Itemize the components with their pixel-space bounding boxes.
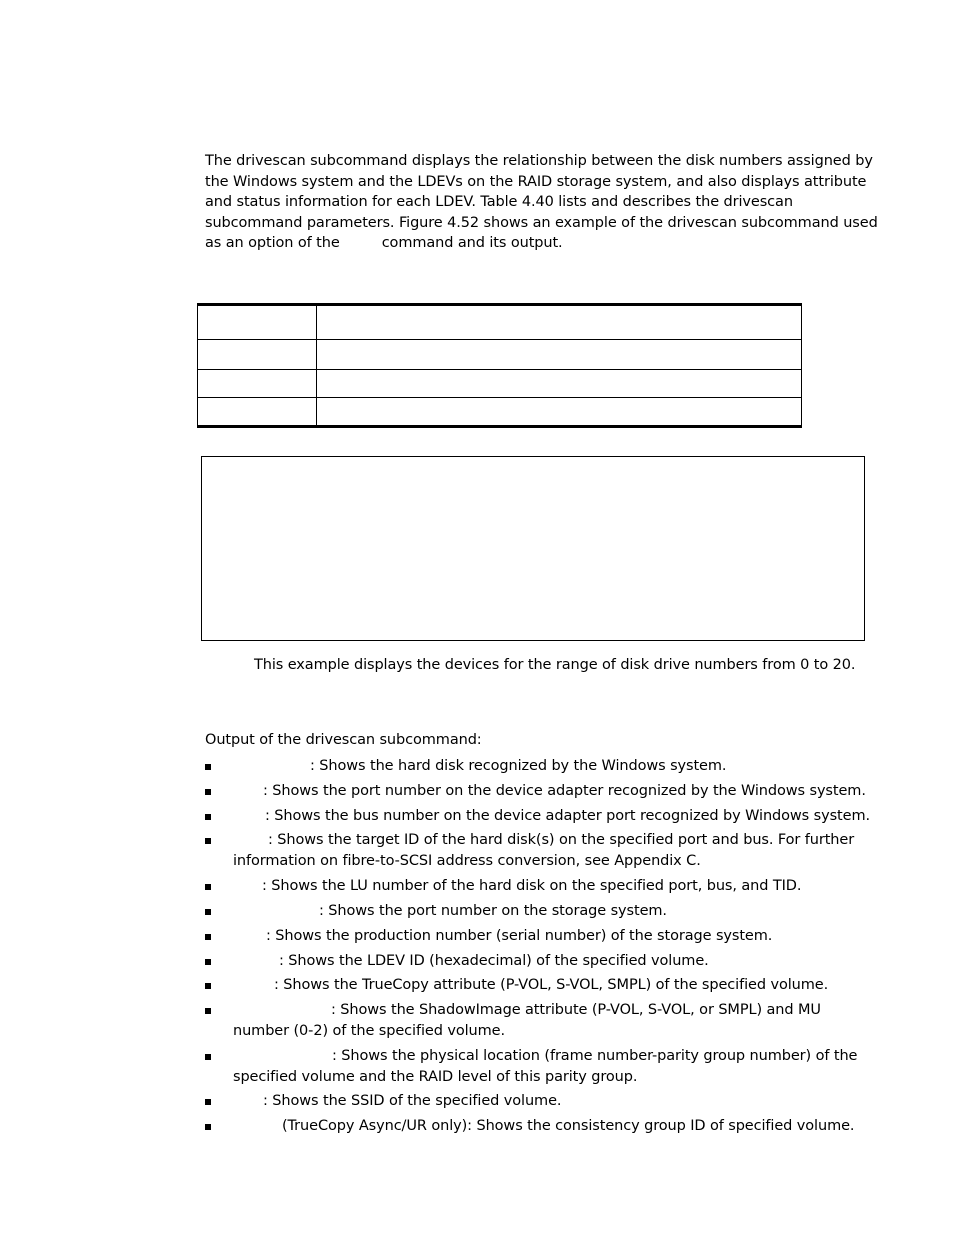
list-item bbox=[205, 1000, 821, 1041]
parameter-table-column-divider bbox=[316, 306, 317, 425]
figure-caption: This example displays the devices for the range of disk drive numbers from 0 to 20. bbox=[254, 657, 856, 673]
intro-line-5-start: as an option of the bbox=[205, 235, 340, 251]
bullet-square-icon bbox=[205, 884, 211, 890]
list-item-text: (TrueCopy Async/UR only): Shows the consistency group ID of specified volume. bbox=[282, 1118, 855, 1134]
list-item bbox=[205, 926, 773, 947]
bullet-square-icon bbox=[205, 983, 211, 989]
list-item bbox=[205, 1091, 562, 1112]
bullet-square-icon bbox=[205, 909, 211, 915]
bullet-square-icon bbox=[205, 838, 211, 844]
list-item-text: : Shows the LU number of the hard disk on the specified port, bus, and TID. bbox=[262, 878, 802, 894]
list-item-text: : Shows the ShadowImage attribute (P-VOL, S-VOL, or SMPL) and MU bbox=[331, 1002, 821, 1018]
list-item bbox=[205, 756, 727, 777]
list-item bbox=[205, 806, 870, 827]
list-item-text-continued: number (0-2) of the specified volume. bbox=[233, 1022, 505, 1039]
list-item-text: : Shows the LDEV ID (hexadecimal) of the specified volume. bbox=[279, 953, 709, 969]
parameter-table-row bbox=[198, 398, 801, 428]
list-item-text: : Shows the physical location (frame number-parity group number) of the bbox=[332, 1048, 858, 1064]
example-figure-box bbox=[201, 456, 865, 641]
list-item-text: : Shows the port number on the device adapter recognized by the Windows system. bbox=[263, 783, 866, 799]
bullet-square-icon bbox=[205, 764, 211, 770]
bullet-square-icon bbox=[205, 814, 211, 820]
list-item bbox=[205, 876, 802, 897]
list-item bbox=[205, 1116, 855, 1137]
list-item bbox=[205, 830, 855, 871]
intro-paragraph bbox=[205, 151, 878, 254]
intro-line-4: subcommand parameters. Figure 4.52 shows an example of the drivescan subcommand used bbox=[205, 214, 878, 231]
parameter-table-row bbox=[198, 370, 801, 398]
intro-line-2: the Windows system and the LDEVs on the RAID storage system, and also displays attribute bbox=[205, 173, 867, 190]
list-item-text: : Shows the target ID of the hard disk(s) on the specified port and bus. For further bbox=[268, 832, 855, 848]
list-item bbox=[205, 951, 709, 972]
intro-line-3: and status information for each LDEV. Table 4.40 lists and describes the drivescan bbox=[205, 194, 793, 210]
list-item bbox=[205, 781, 866, 802]
list-item-text: : Shows the TrueCopy attribute (P-VOL, S-VOL, SMPL) of the specified volume. bbox=[274, 977, 829, 993]
list-item bbox=[205, 901, 667, 922]
list-item-text: : Shows the hard disk recognized by the Windows system. bbox=[310, 758, 727, 774]
list-item-text-continued: specified volume and the RAID level of this parity group. bbox=[233, 1068, 638, 1085]
parameter-table-header-row bbox=[198, 306, 801, 340]
intro-line-1: The drivescan subcommand displays the relationship between the disk numbers assigned by bbox=[205, 153, 873, 169]
bullet-square-icon bbox=[205, 934, 211, 940]
bullet-square-icon bbox=[205, 1008, 211, 1014]
list-item-text: : Shows the port number on the storage system. bbox=[319, 903, 667, 919]
list-item bbox=[205, 1046, 858, 1087]
intro-line-5 bbox=[205, 233, 865, 254]
bullet-square-icon bbox=[205, 1054, 211, 1060]
list-item-text: : Shows the SSID of the specified volume. bbox=[263, 1093, 562, 1109]
list-item-text: : Shows the bus number on the device adapter port recognized by Windows system. bbox=[265, 808, 870, 824]
list-item-text: : Shows the production number (serial number) of the storage system. bbox=[266, 928, 773, 944]
list-item-text-continued: information on fibre-to-SCSI address conversion, see Appendix C. bbox=[233, 852, 701, 869]
output-heading: Output of the drivescan subcommand: bbox=[205, 732, 482, 748]
bullet-square-icon bbox=[205, 789, 211, 795]
intro-line-5-end: command and its output. bbox=[381, 235, 563, 251]
bullet-square-icon bbox=[205, 959, 211, 965]
parameter-table-row bbox=[198, 340, 801, 370]
parameter-table bbox=[197, 303, 802, 428]
list-item bbox=[205, 975, 829, 996]
bullet-square-icon bbox=[205, 1099, 211, 1105]
bullet-square-icon bbox=[205, 1124, 211, 1130]
